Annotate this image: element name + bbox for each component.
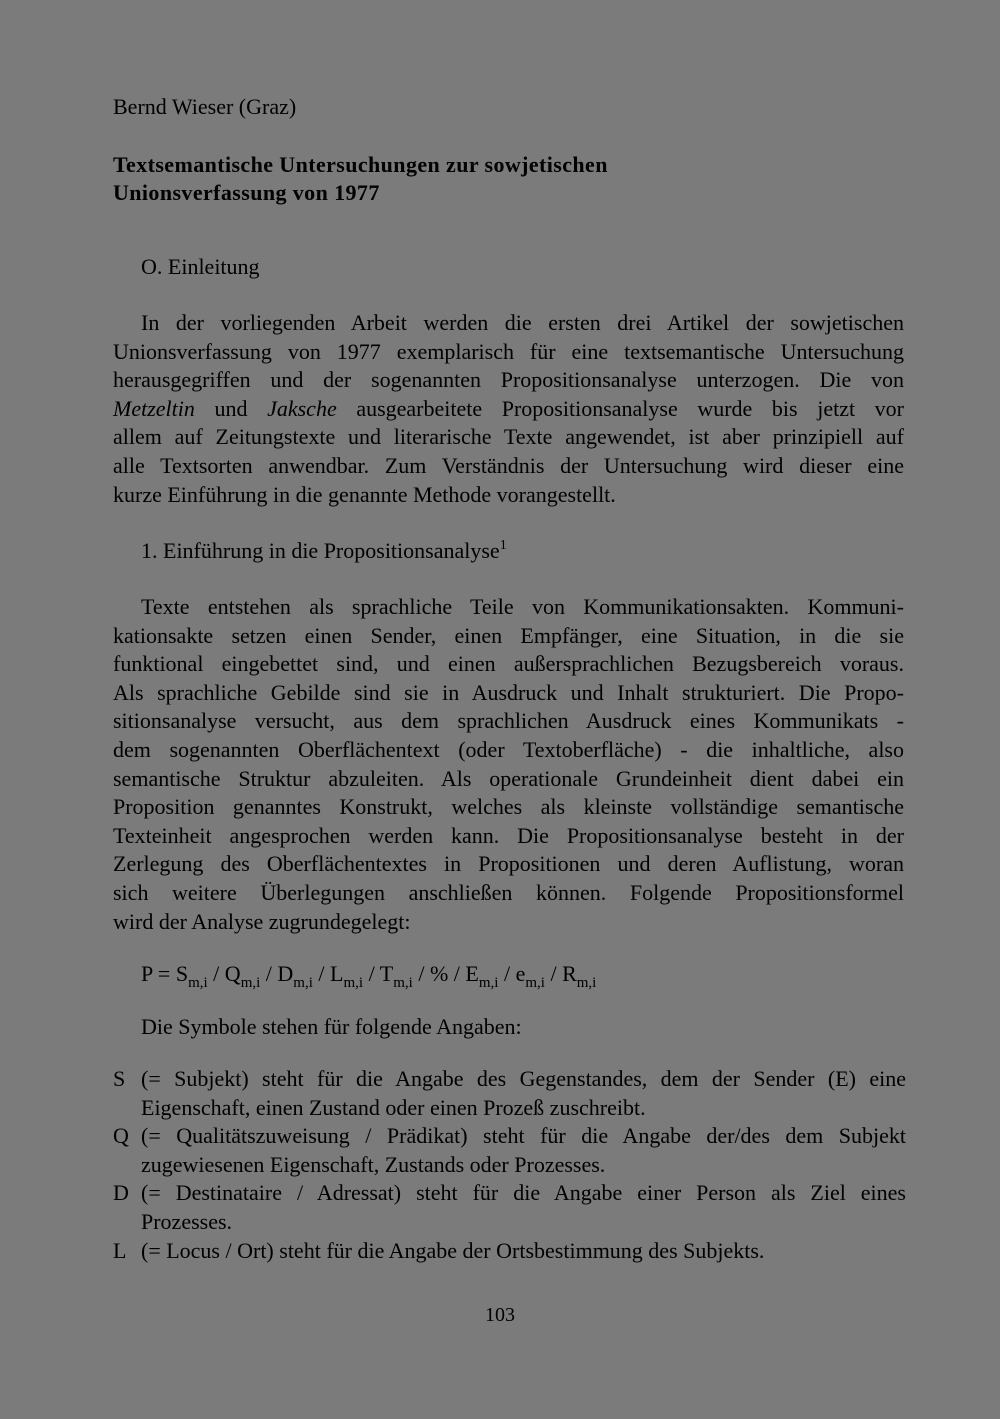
definition-symbol: L <box>113 1237 127 1263</box>
paragraph-line: semantische Struktur abzuleiten. Als operationale Grundeinheit dient dabei ein <box>113 765 904 791</box>
paragraph-line: Proposition genanntes Konstrukt, welches als kleinste vollständige semantische <box>113 794 904 820</box>
formula-separator: / <box>544 961 563 986</box>
paragraph-line: In der vorliegenden Arbeit werden die ersten drei Artikel der sowjetischen <box>141 310 904 335</box>
definition-symbol: Q <box>113 1123 129 1149</box>
paragraph-line: allem auf Zeitungstexte und literarische Texte angewendet, ist aber prinzipiell auf <box>113 424 904 450</box>
formula-subscript: m,i <box>576 975 597 991</box>
paragraph-line: wird der Analyse zugrundegelegt: <box>113 908 411 934</box>
formula-subscript: m,i <box>188 975 208 991</box>
definition-line: Prozesses. <box>141 1208 233 1234</box>
paragraph-line <box>113 395 904 424</box>
definition-item <box>113 1237 906 1266</box>
paragraph-line: herausgegriffen und der sogenannten Propositionsanalyse unterzogen. Die von <box>113 367 904 393</box>
definition-line: (= Locus / Ort) steht für die Angabe der Ortsbestimmung des Subjekts. <box>141 1237 765 1263</box>
title-line-2: Unionsverfassung von 1977 <box>113 180 380 205</box>
paragraph-line: dem sogenannten Oberflächentext (oder Textoberfläche) - die inhaltliche, also <box>113 736 904 762</box>
formula-term: $E_{m,i}$ <box>465 961 499 991</box>
paragraph-line: alle Textsorten anwendbar. Zum Verständnis der Untersuchung wird dieser eine <box>113 452 904 478</box>
paragraph-line-rest: ausgearbeitete Propositionsanalyse wurde bis jetzt vor <box>356 395 905 421</box>
formula-subscript: m,i <box>293 975 313 991</box>
formula-terms <box>175 961 597 991</box>
formula-separator: / <box>312 961 331 986</box>
symbols-intro: Die Symbole stehen für folgende Angaben: <box>141 1014 522 1039</box>
page-number: 103 <box>485 1304 515 1326</box>
heading-text: 1. Einführung in die Propositionsanalyse <box>141 538 500 563</box>
formula-separator: / <box>448 961 466 986</box>
author-line: Bernd Wieser (Graz) <box>113 94 297 119</box>
definition-symbol: S <box>113 1066 126 1091</box>
definition-line: (= Subjekt) steht für die Angabe des Gegenstandes, dem der Sender (E) eine <box>141 1066 906 1091</box>
definition-line: zugewiesenen Eigenschaft, Zustands oder Prozesses. <box>141 1151 606 1177</box>
formula-separator: / <box>260 961 278 986</box>
footnote-marker: 1 <box>499 538 507 553</box>
definition-line: (= Destinataire / Adressat) steht für die Angabe einer Person als Ziel eines <box>141 1180 906 1206</box>
formula-term: $R_{m,i}$ <box>562 961 597 991</box>
definition-item <box>113 1122 906 1179</box>
definition-line: (= Qualitätszuweisung / Prädikat) steht für die Angabe der/des dem Subjekt <box>141 1123 906 1149</box>
proposition-formula <box>141 961 596 992</box>
title-line-1: Textsemantische Untersuchungen zur sowjetischen <box>113 152 608 177</box>
formula-term: $Q_{m,i}$ <box>224 961 261 991</box>
formula-term: $S_{m,i}$ <box>175 961 208 991</box>
formula-subscript: m,i <box>525 975 545 991</box>
conjunction: und <box>214 395 248 421</box>
definition-symbol: D <box>113 1180 129 1206</box>
paragraph-line: funktional eingebettet sind, und einen außersprachlichen Bezugsbereich voraus. <box>113 651 904 677</box>
formula-subscript: m,i <box>478 975 499 991</box>
formula-subscript: m,i <box>240 975 261 991</box>
paragraph-line: Unionsverfassung von 1977 exemplarisch für eine textsemantische Untersuchung <box>113 338 904 364</box>
definition-line: Eigenschaft, einen Zustand oder einen Prozeß zuschreibt. <box>141 1094 646 1120</box>
definition-item <box>113 1065 906 1122</box>
paragraph-line: Als sprachliche Gebilde sind sie in Ausdruck und Inhalt strukturiert. Die Propo- <box>113 679 904 705</box>
formula-lhs: P = <box>141 961 171 986</box>
section-heading-propositionsanalyse <box>141 538 507 564</box>
paragraph-line: sitionsanalyse versucht, aus dem sprachlichen Ausdruck eines Kommunikats - <box>113 708 904 734</box>
formula-separator: / <box>412 961 430 986</box>
formula-term: $D_{m,i}$ <box>277 961 313 991</box>
paragraph-line: Texte entstehen als sprachliche Teile von Kommunikationsakten. Kommuni- <box>141 594 904 619</box>
formula-separator: / <box>498 961 516 986</box>
definition-item <box>113 1179 906 1236</box>
propositionsanalyse-paragraph <box>113 593 904 936</box>
formula-separator: / <box>207 961 225 986</box>
formula-term: $T_{m,i}$ <box>379 961 413 991</box>
author-name-metzeltin: Metzeltin <box>113 395 195 421</box>
author-name-jaksche: Jaksche <box>267 395 337 421</box>
paragraph-line: kurze Einführung in die genannte Methode vorangestellt. <box>113 481 616 507</box>
paragraph-line: Zerlegung des Oberflächentextes in Propositionen und deren Auflistung, woran <box>113 851 904 877</box>
paragraph-line: sich weitere Überlegungen anschließen können. Folgende Propositionsformel <box>113 879 904 905</box>
formula-subscript: m,i <box>393 975 413 991</box>
formula-subscript: m,i <box>343 975 364 991</box>
formula-term: $L_{m,i}$ <box>330 961 364 991</box>
formula-term: % <box>429 961 449 986</box>
formula-term: $e_{m,i}$ <box>515 961 545 991</box>
paragraph-line: Texteinheit angesprochen werden kann. Die Propositionsanalyse besteht in der <box>113 822 904 848</box>
formula-separator: / <box>363 961 380 986</box>
section-heading-introduction: O. Einleitung <box>141 254 260 279</box>
introduction-paragraph <box>113 309 904 509</box>
article-title <box>113 151 608 207</box>
paragraph-line: kationsakte setzen einen Sender, einen Empfänger, eine Situation, in die sie <box>113 622 904 648</box>
symbol-definitions <box>113 1065 906 1265</box>
